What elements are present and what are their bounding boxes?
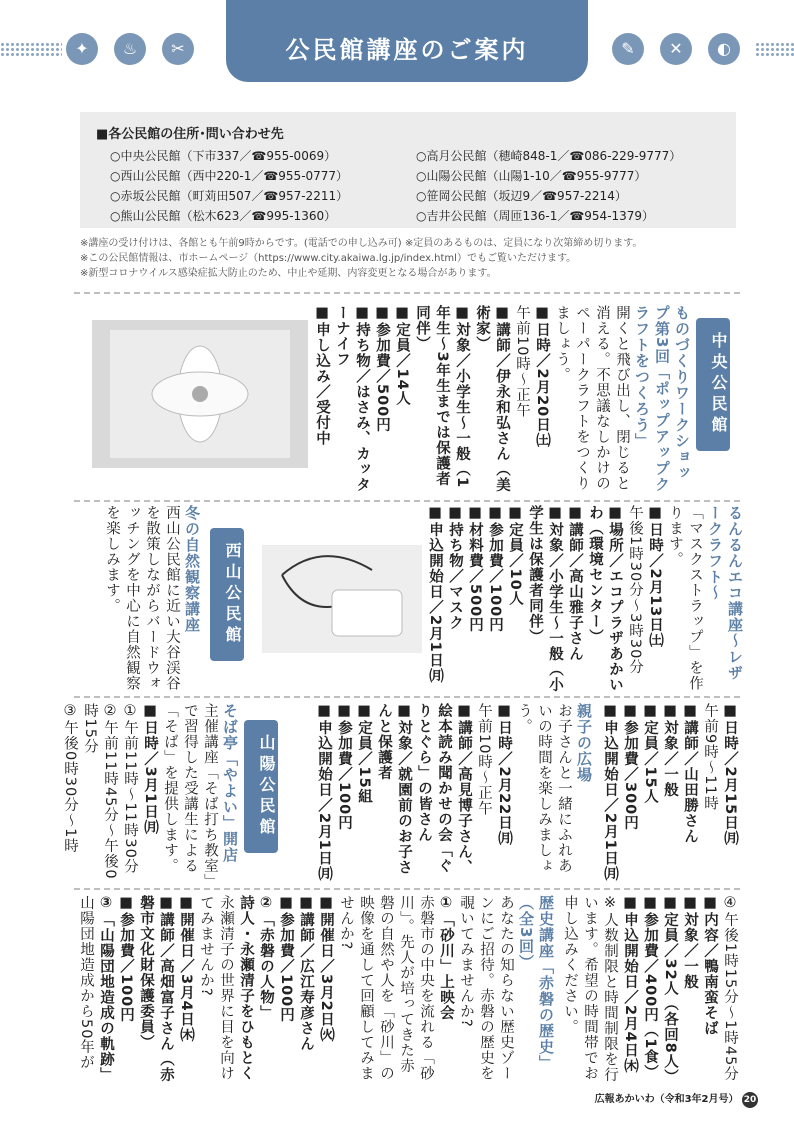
- divider: [74, 888, 740, 890]
- chuo-craft-date: ■日時／2月20日㈯: [534, 305, 550, 449]
- oyako-date: ■日時／2月22日㈪: [496, 703, 512, 847]
- soba-date: ■日時／3月1日㈪: [142, 703, 158, 836]
- chuo-eco-date: ■日時／2月13日㈯: [647, 505, 663, 649]
- oyako-fee: ■参加費／100円: [336, 703, 352, 831]
- rekishi-part3-title: ③「山陽団地造成の軌跡」: [98, 895, 114, 1083]
- chuo-eco-fee: ■参加費／100円: [487, 505, 503, 633]
- chuo-eco-article: [425, 505, 745, 693]
- chuo-eco-teacher: ■講師／高山雅子さん: [567, 505, 583, 662]
- address-item: ○熊山公民館（松木623／☎995-1360）: [110, 209, 337, 223]
- note-line: ※講座の受け付けは、各館とも午前9時からです。(電話での申し込み可) ※定員のあるものは、定員になり次第締め切ります。: [80, 238, 643, 249]
- footer: [595, 1090, 758, 1108]
- nishiyama-details: [600, 703, 740, 885]
- soba-details: [560, 895, 740, 1087]
- address-title: ■各公民館の住所･問い合わせ先: [96, 127, 284, 142]
- nishiyama-fee: ■参加費／300円: [622, 703, 638, 831]
- rekishi-part1-fee: ■参加費／100円: [278, 895, 294, 1023]
- chuo-eco-title: るんるんエコ講座～レザークラフト～: [706, 505, 744, 681]
- chuo-eco-items: ■持ち物／マスク: [447, 505, 463, 631]
- chuo-craft-fee: ■参加費／500円: [374, 305, 390, 433]
- soba-capacity: ■定員／32人（各回8人）: [662, 895, 678, 1085]
- address-item: ○山陽公民館（山陽1-10／☎955-9777）: [416, 169, 647, 183]
- chuo-craft-teacher: ■講師／伊永和弘さん（美術家）: [474, 305, 510, 493]
- telescope-icon: ✦: [66, 33, 98, 65]
- page-title-tab: [226, 0, 588, 82]
- mask-strap-photo: [262, 545, 422, 653]
- divider: [74, 696, 740, 698]
- address-item: ○中央公民館（下市337／☎955-0069）: [110, 149, 337, 163]
- nishiyama-date: ■日時／2月15日㈪: [722, 703, 738, 847]
- nishiyama-target: ■対象／一般: [662, 703, 678, 798]
- scissors-icon: ✂: [162, 33, 194, 65]
- chuo-eco-place: ■場所／エコプラザあかいわ（環境センター）: [587, 505, 623, 693]
- label-nishiyama: 西山公民館: [210, 528, 244, 661]
- address-item: ○吉井公民館（周匝136-1／☎954-1379）: [416, 209, 655, 223]
- footer-text: 広報あかいわ（令和3年2月号）: [594, 1094, 739, 1105]
- soba-slot-4: ④午後1時15分～1時45分: [722, 895, 738, 1082]
- address-list-left: [110, 146, 348, 226]
- rekishi-part2-teacher: ■講師／高畑富子さん（赤磐市文化財保護委員）: [138, 895, 174, 1083]
- chuo-craft-time: 午前10時～正午: [514, 305, 530, 419]
- rekishi-part1-body: 赤磐市の中央を流れる「砂川」。先人が培ってきた赤磐の自然や人を「砂川」の映像を通して回顧してみませんか?: [338, 895, 434, 1081]
- rekishi-part2-subtitle: 詩人・永瀬清子をひもとく: [238, 895, 254, 1081]
- rekishi-part1-title: ①「砂川」上映会: [438, 895, 454, 1021]
- rekishi-body: あなたの知らない歴史ゾーンにご招待。赤磐の歴史を覗いてみませんか?: [458, 895, 514, 1081]
- chuo-craft-capacity: ■定員／14人: [394, 305, 410, 407]
- chuo-eco-target: ■対象／小学生～一般（小学生は保護者同伴）: [527, 505, 563, 693]
- soba-note: ※人数制限と時間制限を行います。希望の時間帯でお申し込みください。: [562, 895, 618, 1083]
- nishiyama-title: 冬の自然観察講座: [183, 505, 201, 633]
- soba-apply: ■申込開始日／2月4日㈭: [622, 895, 638, 1074]
- note-line: ※新型コロナウイルス感染症拡大防止のため、中止や延期、内容変更となる場合があります。: [80, 268, 497, 279]
- oyako-teacher: ■講師／高見博子さん、絵本読み聞かせの会「ぐりとぐら」の皆さん: [416, 703, 472, 875]
- oyako-body: お子さんと一緒にふれあいの時間を楽しみましょう。: [516, 703, 572, 874]
- pencil-icon: ✎: [612, 33, 644, 65]
- oyako-title: 親子の広場: [575, 703, 593, 783]
- soba-slot-1: ①午前11時～11時30分: [122, 703, 138, 875]
- rekishi-part1-teacher: ■講師／広江寿彦さん: [298, 895, 314, 1052]
- soba-slot-3: ③午後0時30分～1時: [62, 703, 78, 854]
- utensils-icon: ✕: [660, 33, 692, 65]
- chuo-eco-material: ■材料費／500円: [467, 505, 483, 633]
- rekishi-title: 歴史講座「赤磐の歴史」（全3回）: [517, 895, 555, 1071]
- oyako-time: 午前10時～正午: [476, 703, 492, 817]
- chuo-craft-article: [312, 305, 692, 493]
- nishiyama-article: [72, 505, 202, 693]
- address-item: ○西山公民館（西中220-1／☎955-0777）: [110, 169, 349, 183]
- notes: [80, 236, 740, 281]
- chuo-eco-capacity: ■定員／10人: [507, 505, 523, 607]
- chuo-craft-body: 開くと飛び出し、閉じると消える。不思議なしかけのペーパークラフトをつくりましょう。: [554, 305, 630, 491]
- chuo-craft-apply: ■申し込み／受付中: [314, 305, 330, 446]
- oyako-target: ■対象／就園前のお子さんと保護者: [376, 703, 412, 875]
- chuo-craft-items: ■持ち物／はさみ、カッターナイフ: [334, 305, 370, 493]
- header-dots-right: [755, 42, 794, 56]
- soba-slot-2: ②午前11時45分～午後0時15分: [82, 703, 118, 880]
- divider: [74, 292, 740, 294]
- rekishi-part2-date: ■開催日／3月4日㈭: [178, 895, 194, 1043]
- address-item: ○笹岡公民館（坂辺9／☎957-2214）: [416, 189, 627, 203]
- chuo-craft-title: ものづくりワークショップ第3回「ポップアップクラフトをつくろう」: [633, 305, 691, 493]
- soba-fee: ■参加費／400円（1食）: [642, 895, 658, 1081]
- cupcake-icon: ♨: [114, 33, 146, 65]
- note-line: ※この公民館情報は、市ホームページ（https://www.city.akaiwa.lg.jp/index.html）でもご覧いただけます。: [80, 253, 577, 264]
- soba-article: [62, 703, 240, 885]
- label-chuo: 中央公民館: [696, 318, 730, 451]
- label-sanyo: 山陽公民館: [244, 720, 278, 853]
- rekishi-part2-title: ②「赤磐の人物」: [258, 895, 274, 1021]
- nishiyama-time: 午前9時～11時: [702, 703, 718, 812]
- rekishi-part3-body: 山陽団地造成から50年が: [78, 895, 94, 1071]
- address-item: ○赤坂公民館（町苅田507／☎957-2211）: [110, 189, 349, 203]
- soba-menu: ■内容／鴨南蛮そば: [702, 895, 718, 1036]
- page-number: 20: [742, 1092, 758, 1108]
- oyako-article: [316, 703, 594, 885]
- page-title: 公民館講座のご案内: [285, 36, 529, 64]
- chuo-eco-time: 午後1時30分～3時30分: [627, 505, 643, 675]
- soba-body: 主催講座「そば打ち教室」で習得した受講生による「そば」を提供します。: [162, 703, 218, 882]
- flower-craft-icon: [92, 320, 308, 468]
- nishiyama-teacher: ■講師／山田勝さん: [682, 703, 698, 844]
- address-list-right: [416, 146, 681, 226]
- rekishi-part1-date: ■開催日／3月2日㈫: [318, 895, 334, 1043]
- divider: [74, 500, 740, 502]
- chuo-craft-target: ■対象／小学生～一般（1年生～3年生までは保護者同伴）: [414, 305, 470, 489]
- rekishi-article: [72, 895, 556, 1087]
- soba-target: ■対象／一般: [682, 895, 698, 990]
- nishiyama-apply: ■申込開始日／2月1日㈪: [602, 703, 618, 882]
- oyako-capacity: ■定員／15組: [356, 703, 372, 805]
- chuo-eco-apply: ■申込開始日／2月1日㈪: [427, 505, 443, 684]
- rekishi-part2-fee: ■参加費／100円: [118, 895, 134, 1023]
- oyako-apply: ■申込開始日／2月1日㈪: [316, 703, 332, 882]
- soba-title: そば亭「やよい」開店: [221, 703, 239, 863]
- mouse-icon: ◐: [708, 33, 740, 65]
- nishiyama-body: 西山公民館に近い大谷渓谷を散策しながらバードウォッチングを中心に自然観察を楽しみます。: [104, 505, 180, 691]
- mask-strap-icon: [262, 545, 422, 653]
- chuo-eco-body: 「マスクストラップ」を作ります。: [667, 505, 703, 691]
- header-dots-left: [0, 42, 62, 56]
- address-item: ○高月公民館（穂崎848-1／☎086-229-9777）: [416, 149, 682, 163]
- rekishi-part2-body: 永瀬清子の世界に目を向けてみませんか?: [198, 895, 234, 1081]
- nishiyama-capacity: ■定員／15人: [642, 703, 658, 805]
- popup-craft-photo: [92, 320, 308, 468]
